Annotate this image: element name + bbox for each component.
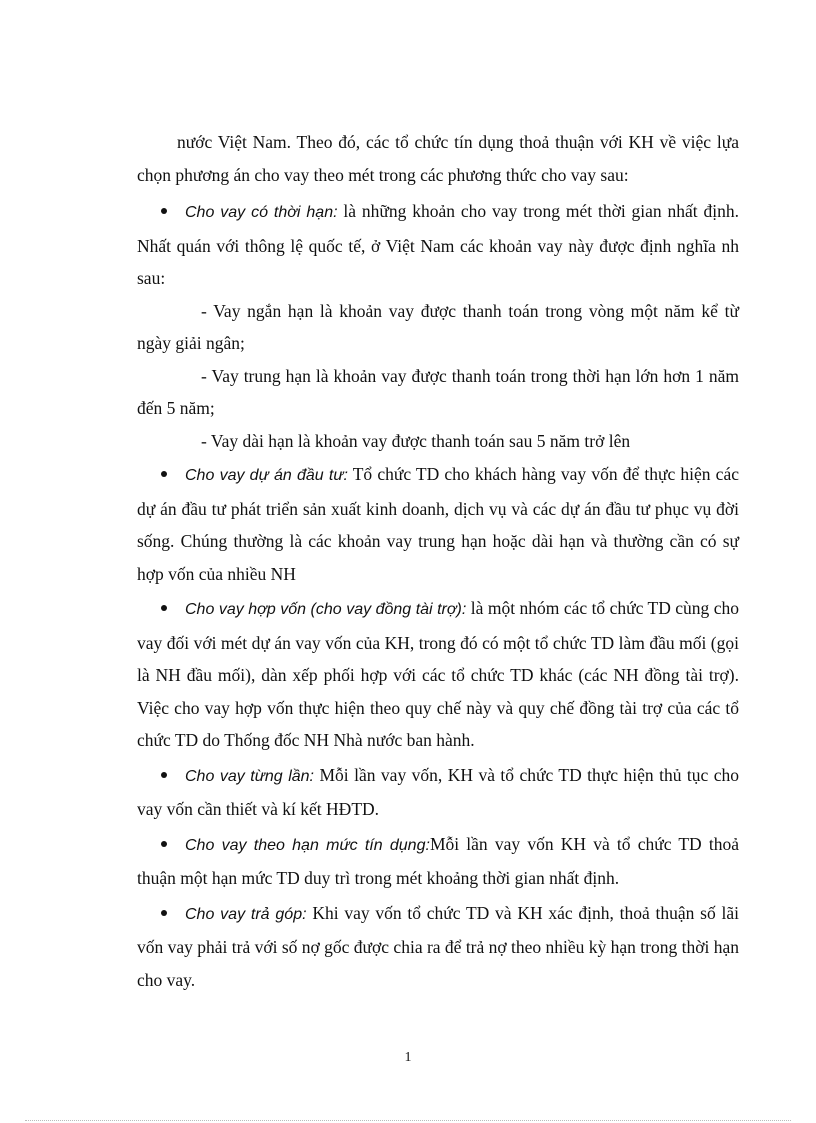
bullet-paragraph [137,592,739,757]
bullet-text: là một nhóm các tổ chức TD cùng cho vay đối với mét dự án vay vốn của KH, trong đó có một tổ chức TD làm đầu mối (gọi là NH đầu mối), dàn xếp phối hợp với các tổ chức TD khác (các NH đồng tài trợ). Việc cho vay hợp vốn thực hiện theo quy chế này và quy chế đồng tài trợ của các tổ chức TD do Thống đốc NH Nhà nước ban hành. [137,598,740,750]
bullet-term: Cho vay có thời hạn: [185,204,338,221]
bullet-text: là những khoản cho vay trong mét thời gian nhất định. Nhất quán với thông lệ quốc tế, ở Việt Nam các khoản vay này được định nghĩa nh sau: [137,201,740,288]
bullet-dot-icon [161,605,167,611]
bullet-dot-icon [161,471,167,477]
body-text [137,126,739,996]
bullet-paragraph [137,759,739,826]
sub-item: - Vay ngắn hạn là khoản vay được thanh toán trong vòng một năm kể từ ngày giải ngân; [137,300,739,353]
bullet-paragraph [137,458,739,590]
bullet-text: Tổ chức TD cho khách hàng vay vốn để thực hiện các dự án đầu tư phát triển sản xuất kinh doanh, dịch vụ và các dự án đầu tư phục vụ đời sống. Chúng thường là các khoản vay trung hạn hoặc dài hạn và thường cần có sự hợp vốn của nhiều NH [137,464,739,584]
bullet-item [137,458,739,590]
bullet-dot-icon [161,910,167,916]
intro-paragraph: nước Việt Nam. Theo đó, các tổ chức tín dụng thoả thuận với KH về việc lựa chọn phương án cho vay theo mét trong các phương thức cho vay sau: [137,132,739,185]
bullet-dot-icon [161,772,167,778]
sub-item: - Vay trung hạn là khoản vay được thanh toán trong thời hạn lớn hơn 1 năm đến 5 năm; [137,365,739,418]
sub-item: - Vay dài hạn là khoản vay được thanh toán sau 5 năm trở lên [201,430,631,451]
bullet-text: Mỗi lần vay vốn KH và tổ chức TD thoả thuận một hạn mức TD duy trì trong mét khoảng thời gian nhất định. [137,833,740,888]
bullet-text: Khi vay vốn tổ chức TD và KH xác định, thoả thuận số lãi vốn vay phải trả với số nợ gốc được chia ra để trả nợ theo nhiều kỳ hạn trong thời hạn cho vay. [137,902,739,990]
bullet-term: Cho vay dự án đầu tư: [185,467,348,484]
bullet-paragraph [137,195,739,295]
bullet-item [137,592,739,757]
bullet-item [137,828,739,895]
page-bottom-divider [25,1120,791,1121]
bullet-paragraph [137,897,739,997]
bullet-term: Cho vay hợp vốn (cho vay đồng tài trợ): [185,601,467,618]
bullet-term: Cho vay từng lần: [185,767,315,785]
bullet-dot-icon [161,208,167,214]
bullet-item [137,759,739,826]
bullet-item [137,195,739,295]
bullet-term: Cho vay theo hạn mức tín dụng: [185,836,430,854]
bullet-text: Mỗi lần vay vốn, KH và tổ chức TD thực hiện thủ tục cho vay vốn cần thiết và kí kết HĐTD. [137,764,740,819]
bullet-dot-icon [161,841,167,847]
page-number: 1 [404,1050,412,1065]
bullet-item [137,897,739,997]
bullet-term: Cho vay trả góp: [185,905,307,923]
bullet-paragraph [137,828,739,895]
